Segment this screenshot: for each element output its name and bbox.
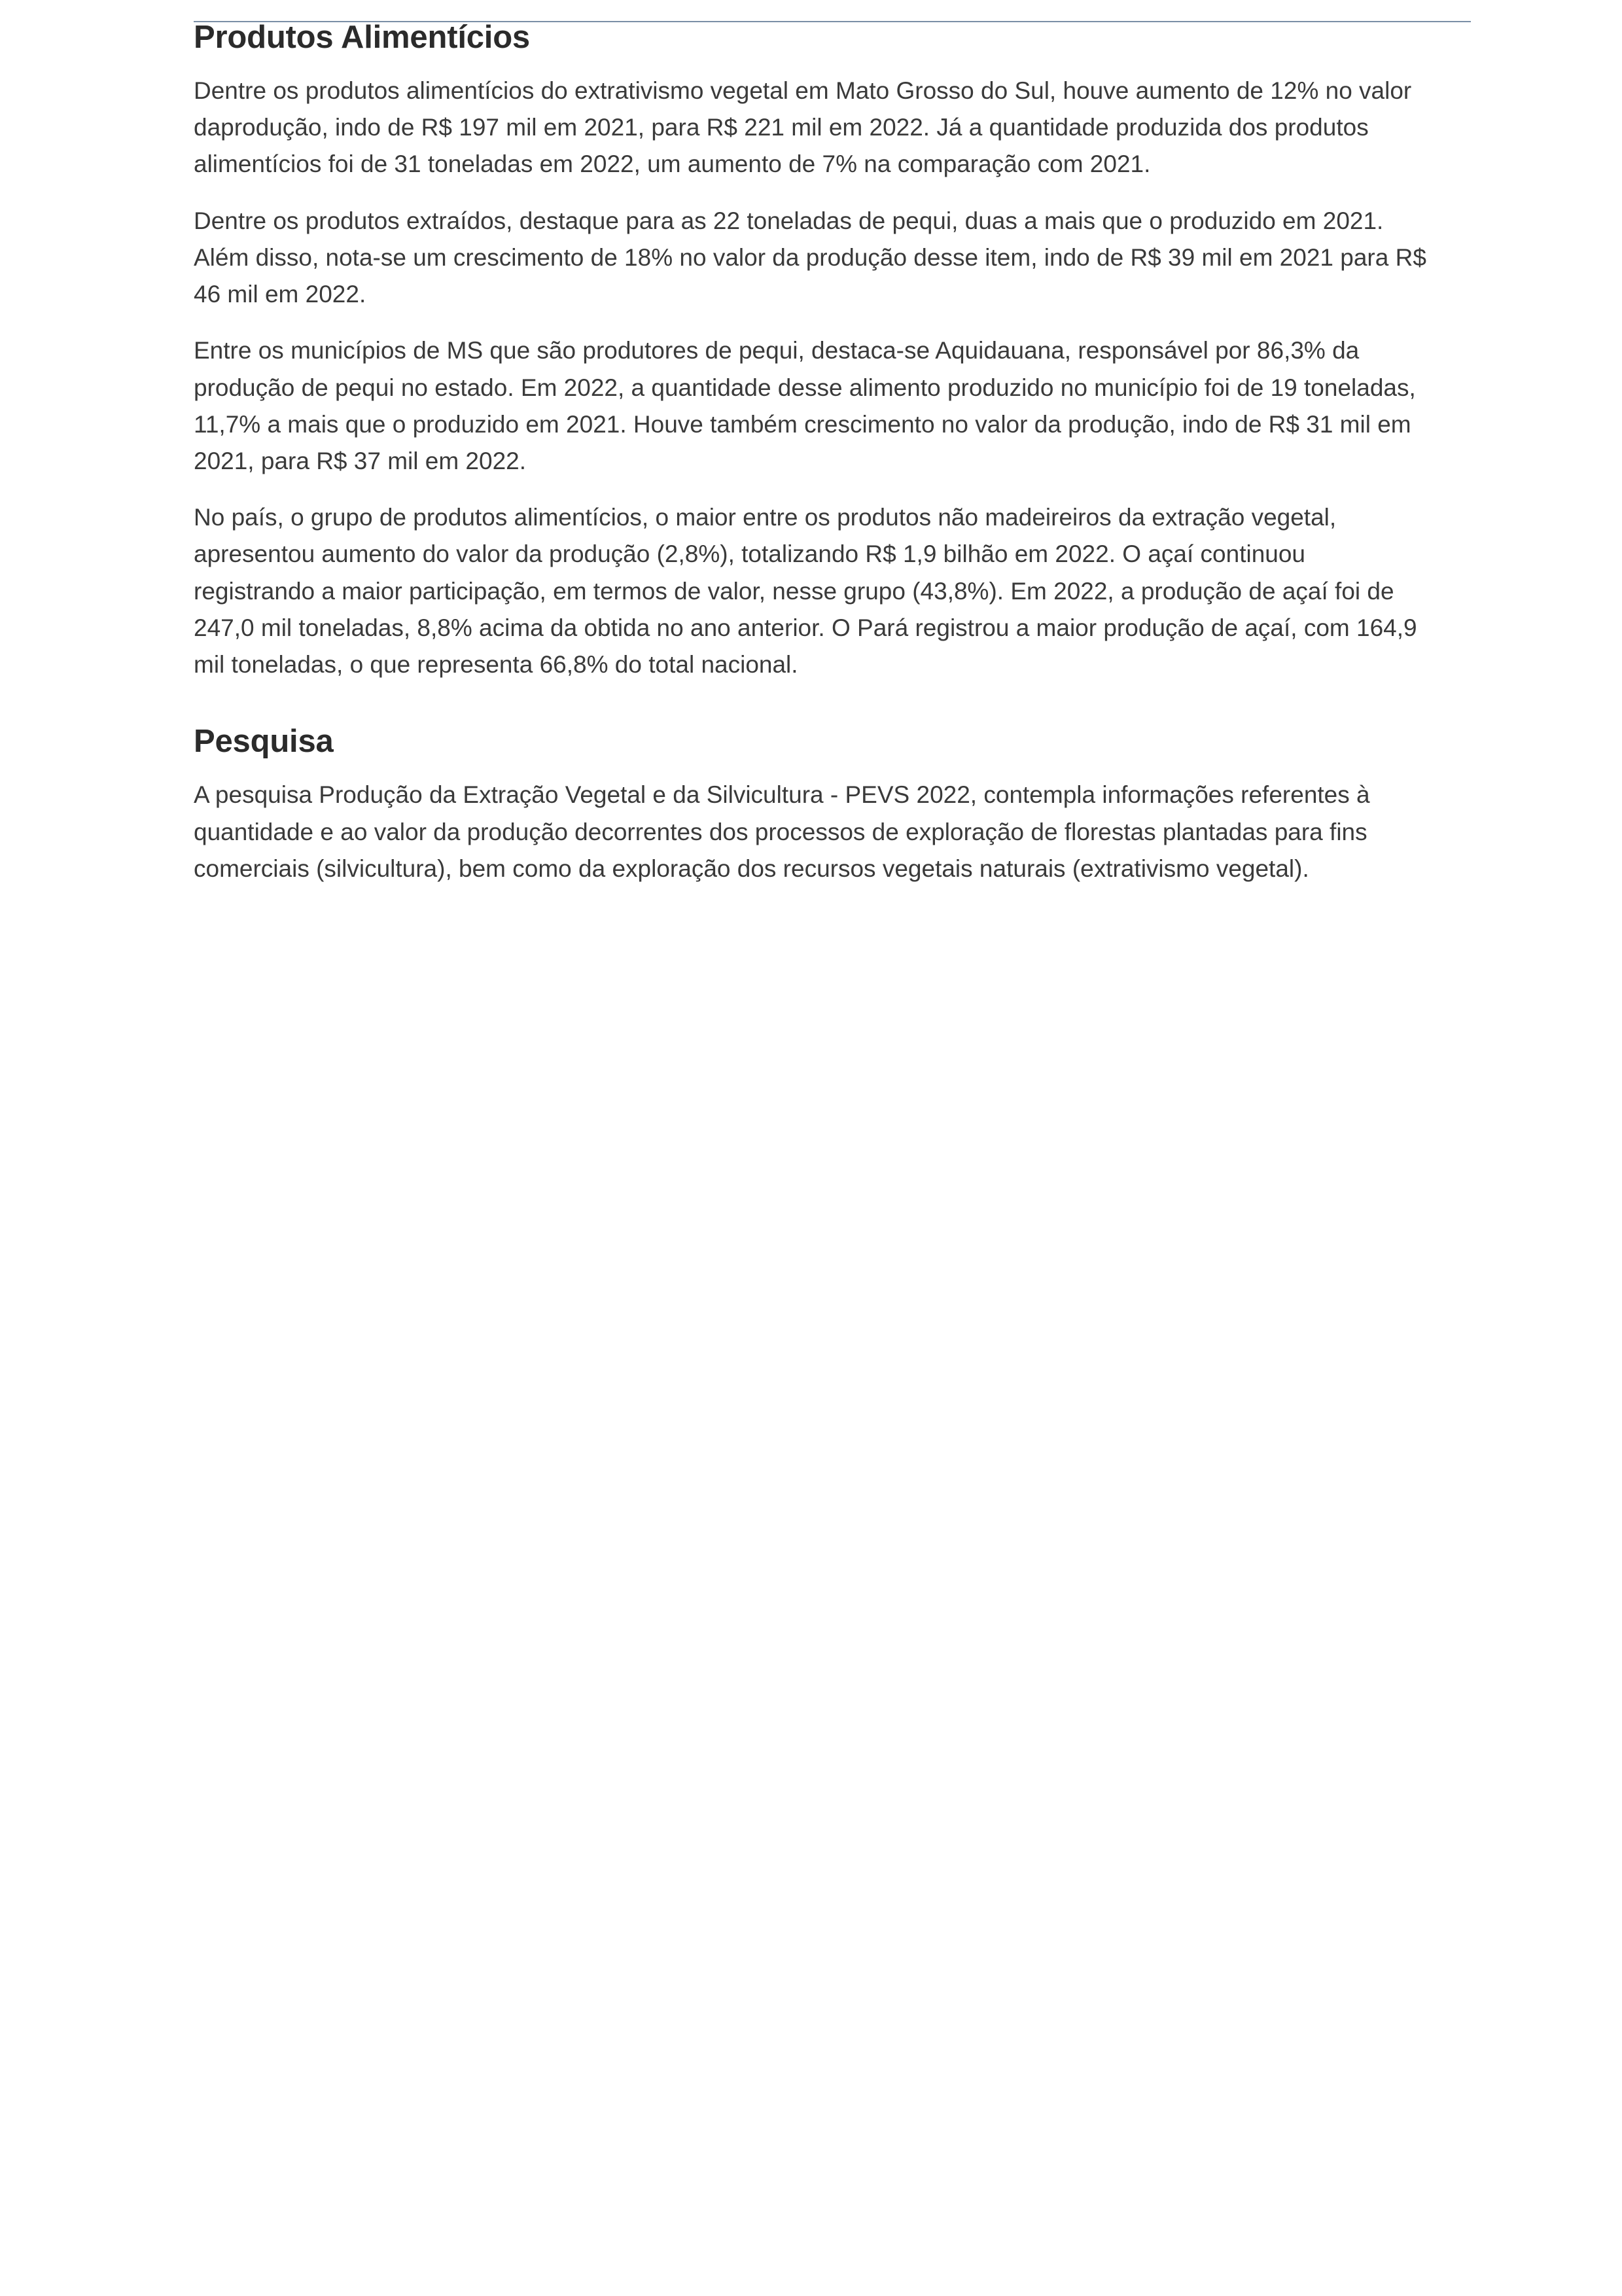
- paragraph: Entre os municípios de MS que são produtores de pequi, destaca-se Aquidauana, responsável por 86,3% da produção de pequi no estado. Em 2022, a quantidade desse alimento produzido no município foi de 19 toneladas, 11,7% a mais que o produzido em 2021. Houve também crescimento no valor da produção, indo de R$ 31 mil em 2021, para R$ 37 mil em 2022.: [194, 337, 1416, 474]
- paragraph: A pesquisa Produção da Extração Vegetal e da Silvicultura - PEVS 2022, contempla informações referentes à quantidade e ao valor da produção decorrentes dos processos de exploração de florestas plantadas para fins comerciais (silvicultura), bem como da exploração dos recursos vegetais naturais (extrativismo vegetal).: [194, 781, 1370, 882]
- paragraph: Dentre os produtos extraídos, destaque para as 22 toneladas de pequi, duas a mais que o produzido em 2021. Além disso, nota-se um crescimento de 18% no valor da produção desse item, indo de R$ 39 mil em 2021 para R$ 46 mil em 2022.: [194, 207, 1426, 308]
- paragraph: Dentre os produtos alimentícios do extrativismo vegetal em Mato Grosso do Sul, houve aumento de 12% no valor daprodução, indo de R$ 197 mil em 2021, para R$ 221 mil em 2022. Já a quantidade produzida dos produtos alimentícios foi de 31 toneladas em 2022, um aumento de 7% na comparação com 2021.: [194, 77, 1412, 178]
- paragraph: No país, o grupo de produtos alimentícios, o maior entre os produtos não madeireiros da extração vegetal, apresentou aumento do valor da produção (2,8%), totalizando R$ 1,9 bilhão em 2022. O açaí continuou registrando a maior participação, em termos de valor, nesse grupo (43,8%). Em 2022, a produção de açaí foi de 247,0 mil toneladas, 8,8% acima da obtida no ano anterior. O Pará registrou a maior produção de açaí, com 164,9 mil toneladas, o que representa 66,8% do total nacional.: [194, 504, 1417, 679]
- section-heading-produtos-alimenticios: Produtos Alimentícios: [194, 20, 530, 55]
- section-heading-pesquisa: Pesquisa: [194, 724, 334, 760]
- document-content: [194, 20, 1450, 887]
